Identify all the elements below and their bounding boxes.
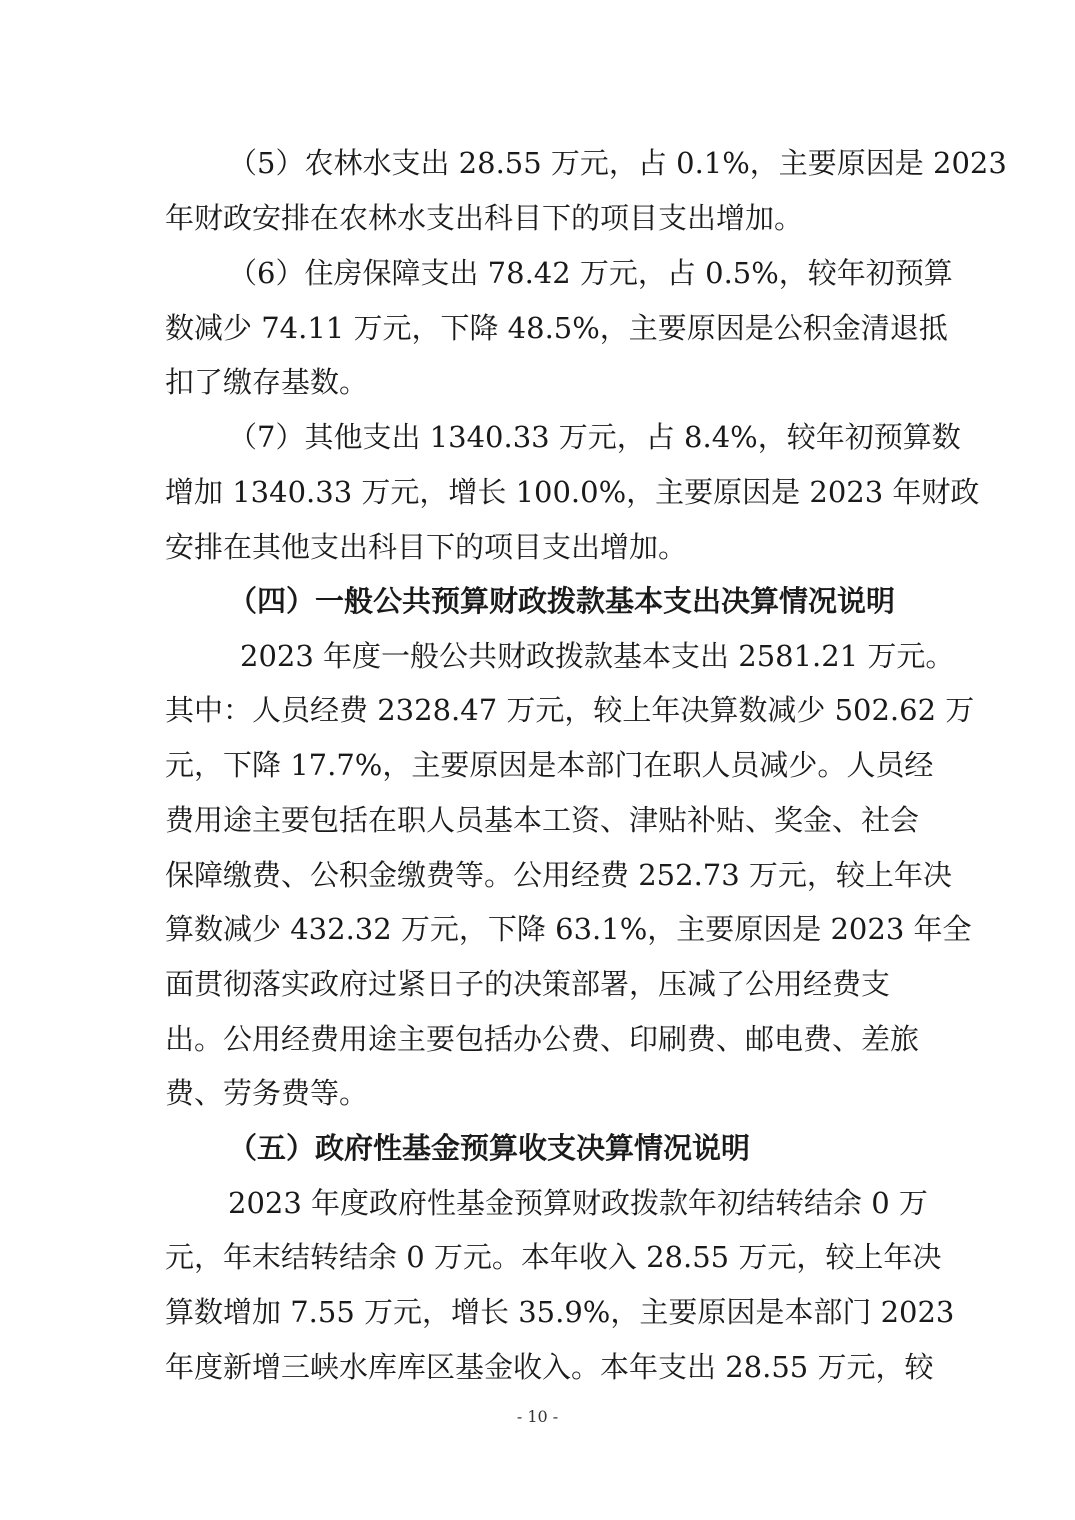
page-number: - 10 -: [516, 1407, 559, 1426]
